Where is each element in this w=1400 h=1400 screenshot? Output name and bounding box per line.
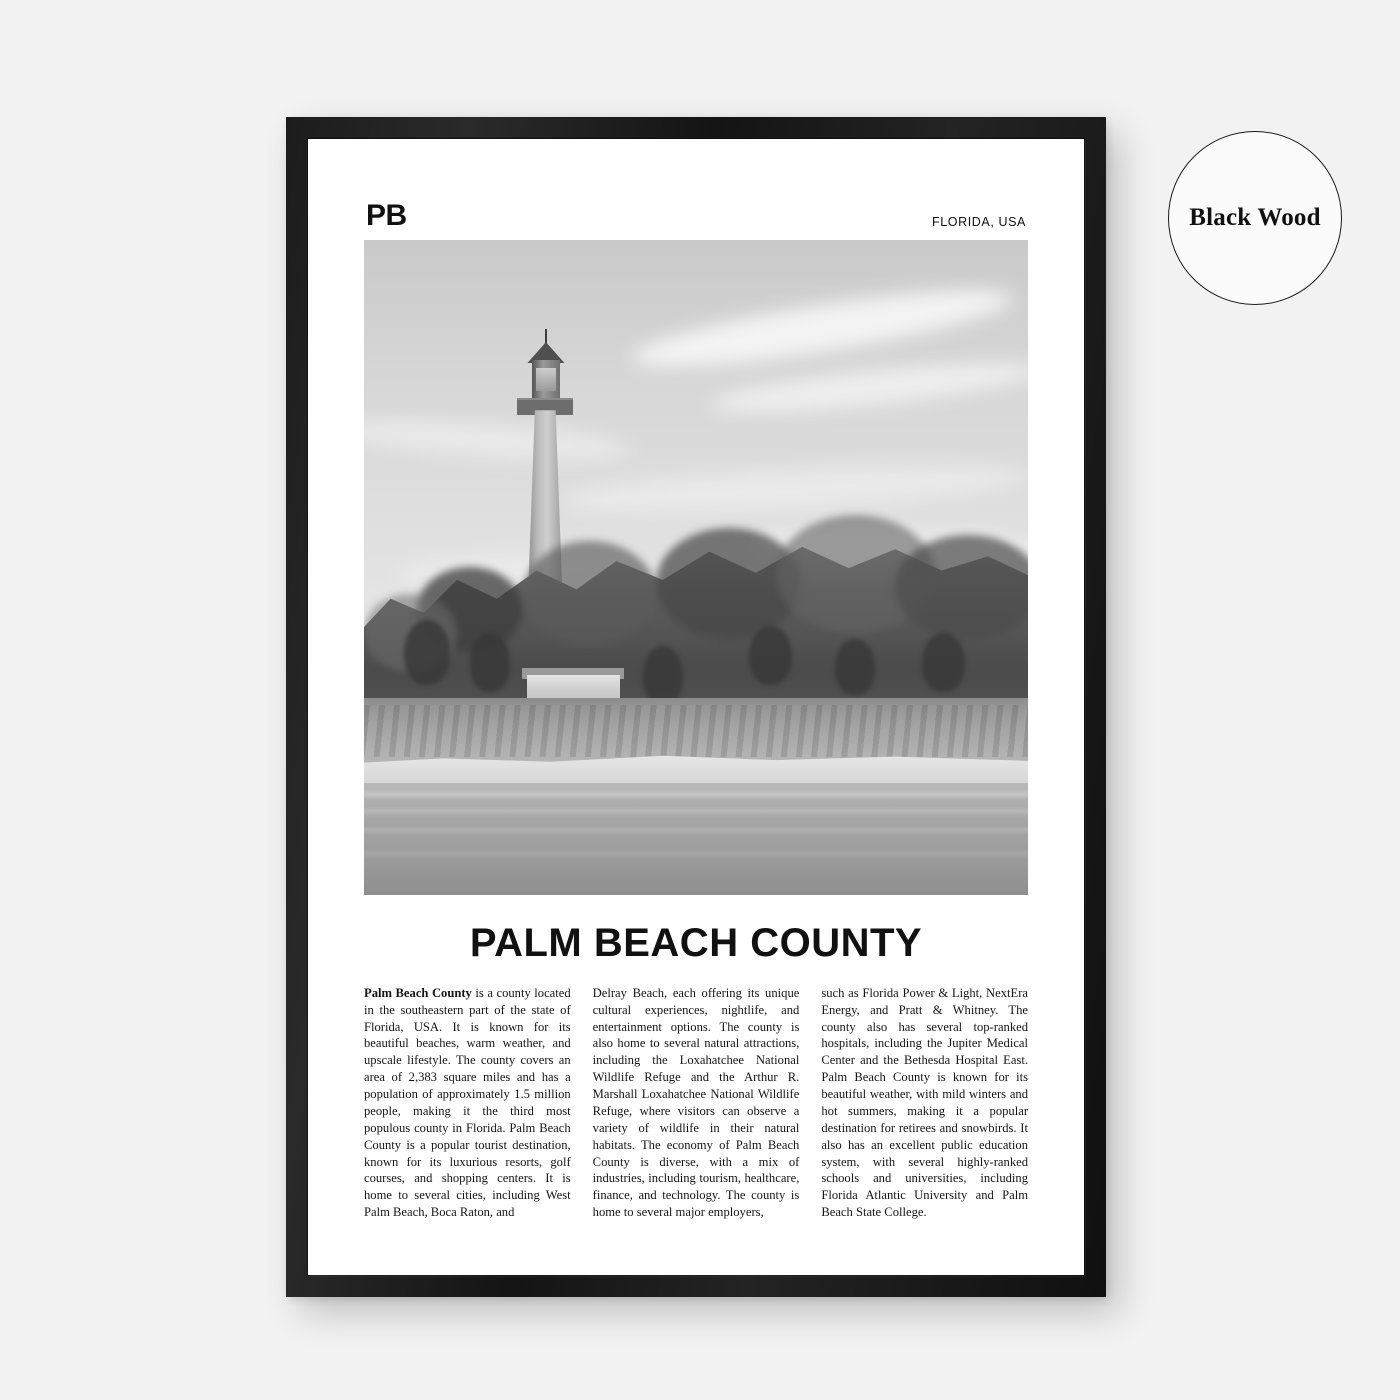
body-column-3: such as Florida Power & Light, NextEra Energy, and Pratt & Whitney. The county also has several top-ranked hospitals, including the Jupiter Medical Center and the Bethesda Hospital East. Palm Beach County is known for its beautiful weather, with mild winters and hot summers, making it a popular destination for retirees and snowbirds. It also has an excellent public education system, with several highly-ranked schools and universities, including Florida Atlantic University and Palm Beach State College.	[821, 985, 1029, 1220]
poster-region-label: FLORIDA, USA	[931, 214, 1026, 229]
wave-line	[364, 852, 1028, 855]
body-lead-bold: Palm Beach County	[364, 985, 472, 1000]
water	[364, 783, 1028, 894]
shoreline-lawn-texture	[364, 705, 1028, 757]
body-column-1	[364, 985, 571, 1221]
body-column-1-text: is a county located in the southeastern part of the state of Florida, USA. It is known for its beautiful beaches, warm weather, and upscale lifestyle. The county covers an area of 2,383 square miles and has a population of approximately 1.5 million people, making it the third most populous county in Florida. Palm Beach County is a popular tourist destination, known for its luxurious resorts, golf courses, and shopping centers. It is home to several cities, including West Palm Beach, Boca Raton, and	[364, 985, 571, 1220]
poster-mat	[308, 139, 1084, 1275]
material-badge-label: Black Wood	[1189, 204, 1321, 231]
palm-tree	[835, 639, 875, 695]
poster-body	[364, 985, 1028, 1221]
poster-photo	[364, 240, 1028, 895]
lighthouse-finial	[545, 329, 547, 344]
palm-tree	[404, 620, 450, 685]
palm-tree	[749, 626, 792, 685]
material-badge	[1168, 131, 1342, 305]
palm-tree	[470, 633, 510, 692]
tree-canopy	[895, 535, 1028, 640]
body-column-2: Delray Beach, each offering its unique cultural experiences, nightlife, and entertainment options. The county is also home to several natural attractions, including the Loxahatchee National Wildlife Refuge and the Arthur R. Marshall Loxahatchee National Wildlife Refuge, where visitors can observe a variety of wildlife in their natural habitats. The economy of Palm Beach County is diverse, with a mix of industries, including tourism, healthcare, finance, and technology. The county is home to several major employers,	[592, 985, 800, 1220]
poster-monogram: PB	[366, 199, 407, 232]
poster-header	[364, 201, 1028, 231]
tree-canopy	[523, 541, 656, 646]
page-title: PALM BEACH COUNTY	[469, 920, 923, 965]
palm-tree	[922, 633, 965, 692]
lighthouse-lantern-glass	[536, 368, 556, 390]
picture-frame	[286, 117, 1106, 1297]
wave-line	[364, 829, 1028, 832]
wave-line	[364, 810, 1028, 813]
palm-tree	[643, 646, 683, 705]
wave-line	[364, 793, 1028, 796]
